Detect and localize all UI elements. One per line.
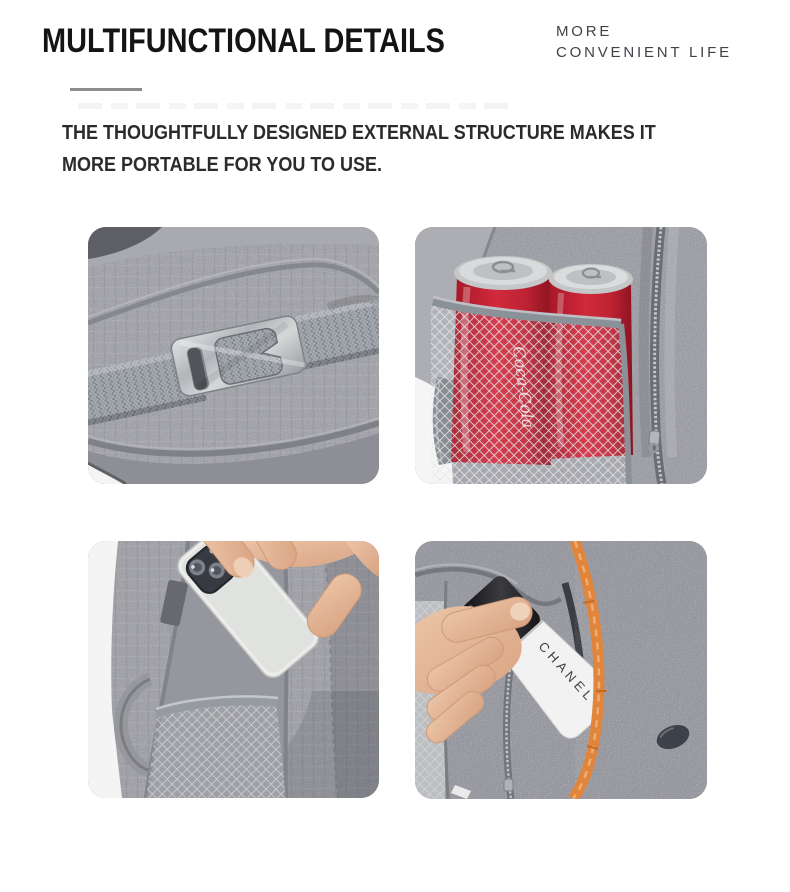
page-title: MULTIFUNCTIONAL DETAILS [42,22,445,60]
phone-pocket-illustration [88,541,379,798]
faint-watermark-line [78,103,508,109]
divider-bar [70,88,142,91]
orange-pocket-illustration [415,541,707,799]
photo-strap-phone-pocket [88,541,379,798]
intro-text [62,117,656,181]
tagline-line-1: MORE [556,23,613,40]
intro-line-1: THE THOUGHTFULLY DESIGNED EXTERNAL STRUCTURE MAKES IT [62,122,656,144]
tagline-line-2: CONVENIENT LIFE [556,44,732,61]
mesh-pocket-illustration [415,227,707,484]
photo-orange-trim-pocket [415,541,707,799]
strap-buckle-illustration [88,227,379,484]
photo-strap-buckle [88,227,379,484]
intro-line-2: MORE PORTABLE FOR YOU TO USE. [62,154,383,176]
photo-side-mesh-pocket [415,227,707,484]
tagline [556,21,732,63]
